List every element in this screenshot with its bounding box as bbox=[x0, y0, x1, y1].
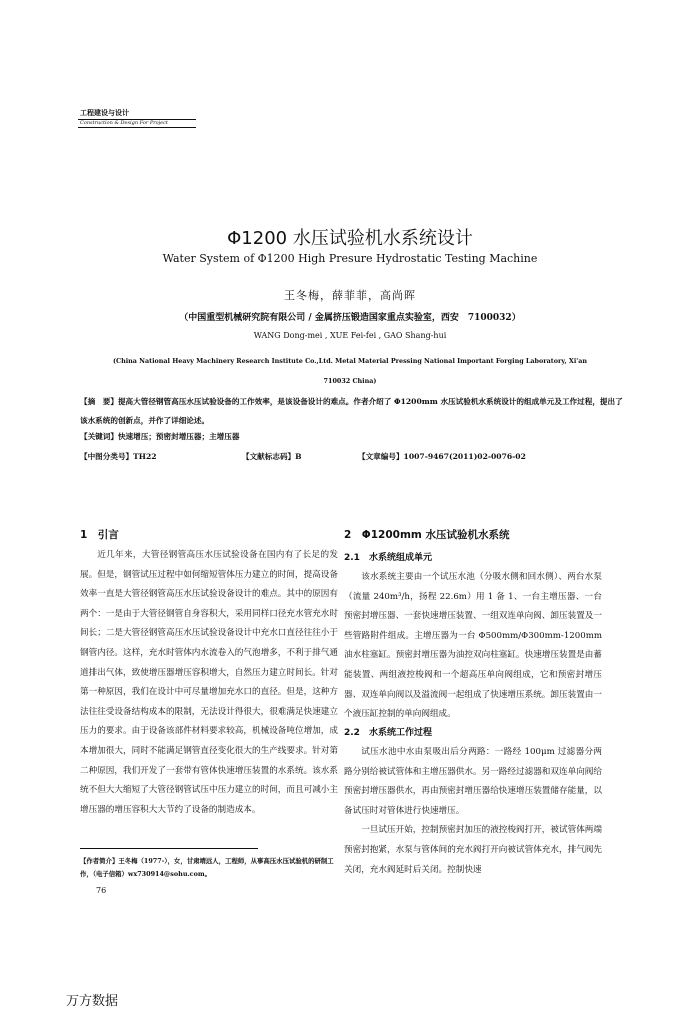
article-number: 【文章编号】1007-9467(2011)02-0076-02 bbox=[358, 452, 526, 461]
journal-section-cn: 工程建设与设计 bbox=[80, 109, 129, 117]
keywords-text: 快速增压；预密封增压器；主增压器 bbox=[117, 432, 240, 441]
watermark: 万方数据 bbox=[66, 994, 119, 1009]
affiliation-en: (China National Heavy Machinery Research Institute Co.,Ltd. Metal Material Pressing National Important Forging Laboratory, Xi'an 710032 China) bbox=[112, 357, 588, 385]
footnote-rule bbox=[80, 848, 258, 849]
process-body bbox=[344, 743, 602, 880]
process-paragraph-1: 试压水池中水由泵吸出后分两路：一路经 100μm 过滤器分两路分别给被试管体和主增压器供水。另一路经过滤器和双连单向阀给预密封增压器供水，再由预密封增压器给快速增压装置储存能量，以备试压时对管体进行快速增压。 bbox=[344, 747, 602, 816]
intro-body bbox=[80, 546, 338, 820]
paper-title-cn: Φ1200 水压试验机水系统设计 bbox=[227, 228, 473, 249]
page-number: 76 bbox=[96, 886, 107, 895]
unit-paragraph: 该水系统主要由一个试压水池（分吸水侧和回水侧）、两台水泵（流量 240m³/h，扬程 22.6m）用 1 备 1、一台主增压器、一台预密封增压器、一套快速增压装置、一组双连单向阀、卸压装置及一些管路附件组成。主增压器为一台 Φ500mm/Φ300mm-1200mm 油水柱塞缸。预密封增压器为油控双向柱塞缸。快速增压装置是由蓄能装置、两组液控梭阀和一个超高压单向阀组成，它和预密封增压器、双连单向阀以及溢流阀一起组成了快速增压系统。卸压装置由一个液压缸控制的单向阀组成。 bbox=[344, 572, 602, 720]
abstract-label: 【摘 要】 bbox=[80, 397, 118, 406]
author-footnote: 【作者简介】王冬梅（1977-），女，甘肃靖远人，工程师，从事高压水压试验机的研制工作，（电子信箱）wx730914@sohu.com。 bbox=[80, 857, 334, 878]
clc-number: 【中图分类号】TH22 bbox=[80, 452, 157, 461]
unit-body bbox=[344, 568, 602, 725]
keywords bbox=[80, 431, 239, 442]
unit-heading: 2.1 水系统组成单元 bbox=[344, 553, 432, 563]
abstract bbox=[80, 392, 626, 430]
affiliation-cn: （中国重型机械研究院有限公司 / 金属挤压锻造国家重点实验室，西安 7100032） bbox=[179, 313, 521, 323]
system-heading: 2 Φ1200mm 水压试验机水系统 bbox=[344, 529, 510, 541]
intro-paragraph: 近几年来，大管径钢管高压水压试验设备在国内有了长足的发展。但是，钢管试压过程中如何缩短管体压力建立的时间，提高设备效率一直是大管径钢管高压水压试验设备设计的难点。其中的原因有两个：一是由于大管径钢管自身容积大，采用同样口径充水管充水时间长；二是大管径钢管高压水压试验设备设计中充水口直径往往小于钢管内径。这样，充水时管体内水流卷入的气泡增多，不利于排气通道排出气体，致使增压器增压容积增大，自然压力建立时间长。针对第一种原因，我们在设计中可尽量增加充水口的直径。但是，这种方法往往受设备结构成本的限制，无法设计得很大，很难满足快速建立压力的要求。由于设备该部件材料要求较高，机械设备吨位增加，成本增加很大，同时不能满足钢管直径变化很大的生产线要求。针对第二种原因，我们开发了一套带有管体快速增压装置的水系统。该水系统不但大大缩短了大管径钢管试压中压力建立的时间，而且可减小主增压器的增压容积大大节约了设备的制造成本。 bbox=[80, 550, 338, 815]
journal-section-en: Construction & Design For Project bbox=[80, 120, 168, 126]
paper-title-en: Water System of Φ1200 High Presure Hydrostatic Testing Machine bbox=[162, 252, 538, 265]
abstract-text: 提高大管径钢管高压水压试验设备的工作效率，是该设备设计的难点。作者介绍了 Φ1200mm 水压试验机水系统设计的组成单元及工作过程，提出了该水系统的创新点，并作了详细论述。 bbox=[80, 397, 623, 425]
keywords-label: 【关键词】 bbox=[80, 432, 118, 441]
process-heading: 2.2 水系统工作过程 bbox=[344, 728, 432, 738]
header-rule-bottom bbox=[78, 127, 196, 128]
authors-cn: 王冬梅，薛菲菲，高尚晖 bbox=[284, 289, 416, 302]
authors-en: WANG Dong-mei , XUE Fei-fei , GAO Shang-hui bbox=[253, 331, 447, 340]
intro-heading: 1 引言 bbox=[80, 529, 119, 541]
document-code: 【文献标志码】B bbox=[242, 452, 302, 461]
process-paragraph-2: 一旦试压开始，控制预密封加压的液控梭阀打开，被试管体两端预密封抱紧，水泵与管体间的充水阀打开向被试管体充水，排气阀先关闭，充水阀延时后关闭。控制快速 bbox=[344, 825, 602, 875]
